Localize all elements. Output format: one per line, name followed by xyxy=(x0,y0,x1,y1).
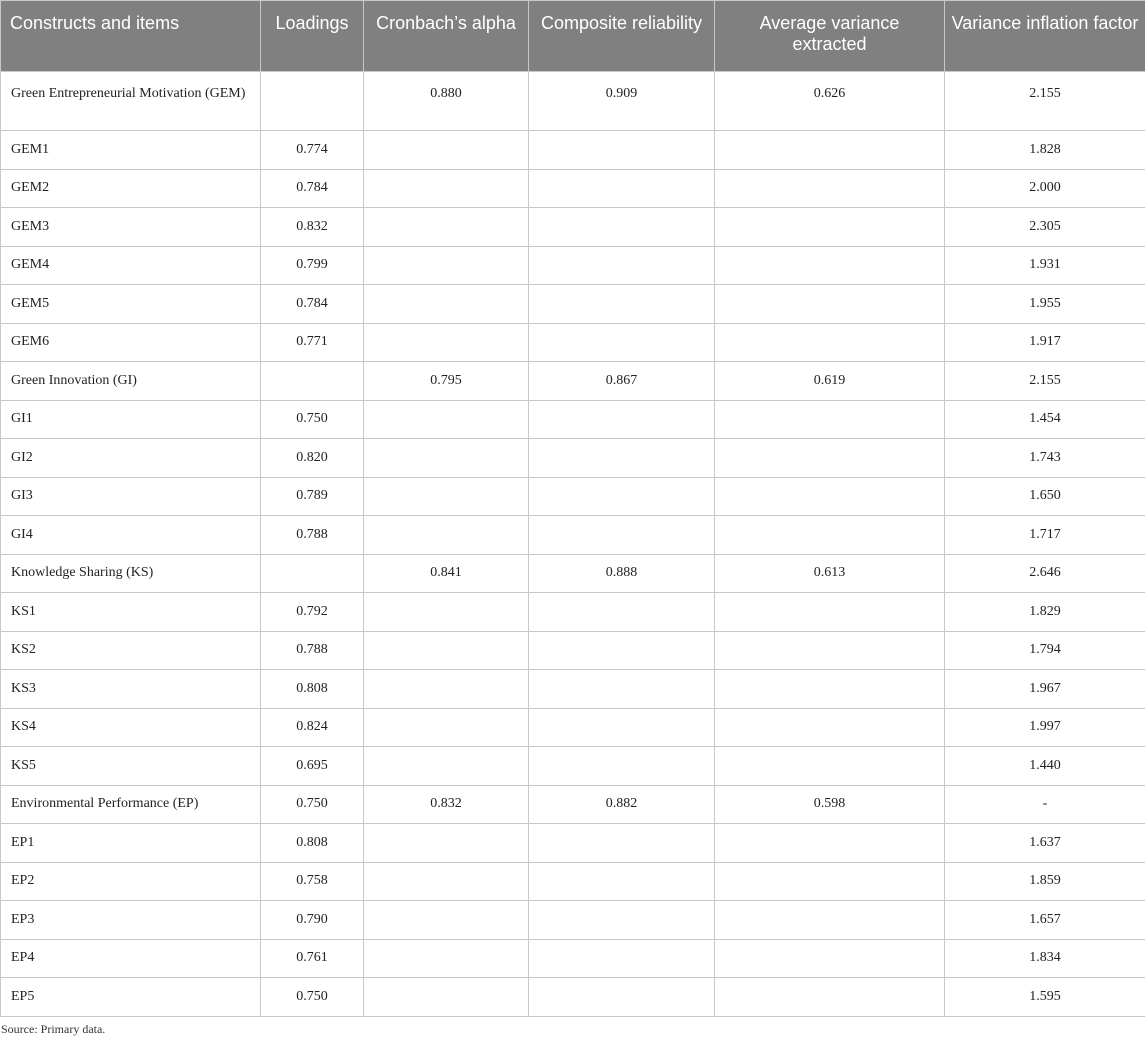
cell-loading: 0.784 xyxy=(261,285,364,324)
cell-average-variance-extracted xyxy=(715,285,945,324)
cell-cronbachs-alpha xyxy=(364,208,529,247)
cell-variance-inflation-factor: 1.931 xyxy=(945,246,1145,285)
cell-average-variance-extracted: 0.619 xyxy=(715,362,945,401)
header-cronbachs-alpha: Cronbach’s alpha xyxy=(364,1,529,72)
cell-composite-reliability: 0.882 xyxy=(529,785,715,824)
cell-variance-inflation-factor: - xyxy=(945,785,1145,824)
cell-variance-inflation-factor: 1.828 xyxy=(945,131,1145,170)
cell-cronbachs-alpha xyxy=(364,516,529,555)
cell-average-variance-extracted xyxy=(715,323,945,362)
cell-construct-item: Green Entrepreneurial Motivation (GEM) xyxy=(1,72,261,131)
cell-construct-item: EP1 xyxy=(1,824,261,863)
cell-cronbachs-alpha xyxy=(364,131,529,170)
cell-cronbachs-alpha xyxy=(364,246,529,285)
item-row xyxy=(1,978,1145,1017)
cell-variance-inflation-factor: 1.650 xyxy=(945,477,1145,516)
cell-cronbachs-alpha xyxy=(364,939,529,978)
header-row xyxy=(1,1,1145,72)
cell-composite-reliability xyxy=(529,670,715,709)
header-constructs-and-items: Constructs and items xyxy=(1,1,261,72)
cell-composite-reliability xyxy=(529,323,715,362)
cell-variance-inflation-factor: 1.440 xyxy=(945,747,1145,786)
cell-cronbachs-alpha xyxy=(364,323,529,362)
cell-cronbachs-alpha xyxy=(364,978,529,1017)
cell-composite-reliability xyxy=(529,939,715,978)
item-row xyxy=(1,323,1145,362)
cell-composite-reliability xyxy=(529,477,715,516)
item-row xyxy=(1,131,1145,170)
cell-variance-inflation-factor: 2.155 xyxy=(945,72,1145,131)
cell-average-variance-extracted xyxy=(715,670,945,709)
cell-average-variance-extracted xyxy=(715,400,945,439)
cell-construct-item: GEM5 xyxy=(1,285,261,324)
cell-loading: 0.695 xyxy=(261,747,364,786)
cell-cronbachs-alpha: 0.880 xyxy=(364,72,529,131)
cell-average-variance-extracted xyxy=(715,131,945,170)
cell-cronbachs-alpha xyxy=(364,747,529,786)
cell-loading: 0.790 xyxy=(261,901,364,940)
cell-construct-item: EP4 xyxy=(1,939,261,978)
cell-composite-reliability xyxy=(529,400,715,439)
cell-variance-inflation-factor: 2.646 xyxy=(945,554,1145,593)
cell-average-variance-extracted xyxy=(715,901,945,940)
cell-loading: 0.774 xyxy=(261,131,364,170)
cell-composite-reliability: 0.867 xyxy=(529,362,715,401)
item-row xyxy=(1,708,1145,747)
cell-composite-reliability xyxy=(529,285,715,324)
cell-variance-inflation-factor: 1.917 xyxy=(945,323,1145,362)
cell-construct-item: KS3 xyxy=(1,670,261,709)
header-average-variance-extracted: Average variance extracted xyxy=(715,1,945,72)
cell-construct-item: EP5 xyxy=(1,978,261,1017)
cell-cronbachs-alpha xyxy=(364,285,529,324)
item-row xyxy=(1,747,1145,786)
cell-variance-inflation-factor: 2.000 xyxy=(945,169,1145,208)
cell-average-variance-extracted: 0.598 xyxy=(715,785,945,824)
cell-construct-item: GEM4 xyxy=(1,246,261,285)
cell-variance-inflation-factor: 1.834 xyxy=(945,939,1145,978)
item-row xyxy=(1,439,1145,478)
cell-construct-item: GI4 xyxy=(1,516,261,555)
cell-variance-inflation-factor: 1.997 xyxy=(945,708,1145,747)
cell-average-variance-extracted: 0.613 xyxy=(715,554,945,593)
construct-row xyxy=(1,785,1145,824)
cell-construct-item: Environmental Performance (EP) xyxy=(1,785,261,824)
cell-variance-inflation-factor: 1.595 xyxy=(945,978,1145,1017)
item-row xyxy=(1,477,1145,516)
cell-variance-inflation-factor: 1.637 xyxy=(945,824,1145,863)
cell-construct-item: Green Innovation (GI) xyxy=(1,362,261,401)
cell-cronbachs-alpha xyxy=(364,901,529,940)
cell-average-variance-extracted xyxy=(715,208,945,247)
cell-loading: 0.750 xyxy=(261,785,364,824)
cell-cronbachs-alpha xyxy=(364,439,529,478)
cell-loading: 0.758 xyxy=(261,862,364,901)
cell-loading: 0.824 xyxy=(261,708,364,747)
cell-variance-inflation-factor: 2.305 xyxy=(945,208,1145,247)
cell-composite-reliability xyxy=(529,516,715,555)
cell-loading: 0.799 xyxy=(261,246,364,285)
item-row xyxy=(1,593,1145,632)
cell-composite-reliability xyxy=(529,708,715,747)
cell-construct-item: KS5 xyxy=(1,747,261,786)
cell-loading: 0.784 xyxy=(261,169,364,208)
cell-loading xyxy=(261,362,364,401)
cell-composite-reliability xyxy=(529,208,715,247)
cell-variance-inflation-factor: 1.743 xyxy=(945,439,1145,478)
cell-cronbachs-alpha xyxy=(364,631,529,670)
cell-loading: 0.761 xyxy=(261,939,364,978)
cell-average-variance-extracted xyxy=(715,439,945,478)
cell-composite-reliability xyxy=(529,824,715,863)
cell-variance-inflation-factor: 1.794 xyxy=(945,631,1145,670)
cell-composite-reliability xyxy=(529,901,715,940)
cell-loading: 0.750 xyxy=(261,400,364,439)
cell-average-variance-extracted xyxy=(715,169,945,208)
cell-construct-item: GEM6 xyxy=(1,323,261,362)
cell-composite-reliability xyxy=(529,169,715,208)
cell-composite-reliability xyxy=(529,631,715,670)
header-composite-reliability: Composite reliability xyxy=(529,1,715,72)
cell-composite-reliability xyxy=(529,246,715,285)
cell-loading: 0.808 xyxy=(261,670,364,709)
cell-construct-item: KS2 xyxy=(1,631,261,670)
cell-variance-inflation-factor: 1.967 xyxy=(945,670,1145,709)
header-variance-inflation-factor: Variance inflation factor xyxy=(945,1,1145,72)
cell-cronbachs-alpha: 0.841 xyxy=(364,554,529,593)
cell-construct-item: GI3 xyxy=(1,477,261,516)
cell-average-variance-extracted xyxy=(715,862,945,901)
cell-loading xyxy=(261,554,364,593)
cell-cronbachs-alpha: 0.795 xyxy=(364,362,529,401)
construct-row xyxy=(1,554,1145,593)
cell-variance-inflation-factor: 1.717 xyxy=(945,516,1145,555)
item-row xyxy=(1,169,1145,208)
cell-average-variance-extracted xyxy=(715,477,945,516)
cell-cronbachs-alpha xyxy=(364,670,529,709)
cell-average-variance-extracted xyxy=(715,593,945,632)
cell-cronbachs-alpha xyxy=(364,400,529,439)
cell-loading xyxy=(261,72,364,131)
cell-cronbachs-alpha xyxy=(364,593,529,632)
cell-cronbachs-alpha xyxy=(364,477,529,516)
cell-composite-reliability: 0.888 xyxy=(529,554,715,593)
cell-construct-item: KS4 xyxy=(1,708,261,747)
cell-average-variance-extracted xyxy=(715,631,945,670)
item-row xyxy=(1,670,1145,709)
cell-construct-item: GI2 xyxy=(1,439,261,478)
item-row xyxy=(1,939,1145,978)
cell-construct-item: GI1 xyxy=(1,400,261,439)
cell-construct-item: Knowledge Sharing (KS) xyxy=(1,554,261,593)
item-row xyxy=(1,901,1145,940)
cell-cronbachs-alpha xyxy=(364,169,529,208)
header-loadings: Loadings xyxy=(261,1,364,72)
construct-row xyxy=(1,362,1145,401)
cell-cronbachs-alpha xyxy=(364,708,529,747)
source-note: Source: Primary data. xyxy=(1,1022,106,1036)
construct-row xyxy=(1,72,1145,131)
cell-variance-inflation-factor: 1.829 xyxy=(945,593,1145,632)
cell-cronbachs-alpha: 0.832 xyxy=(364,785,529,824)
cell-average-variance-extracted xyxy=(715,246,945,285)
item-row xyxy=(1,862,1145,901)
item-row xyxy=(1,246,1145,285)
cell-variance-inflation-factor: 2.155 xyxy=(945,362,1145,401)
cell-average-variance-extracted xyxy=(715,516,945,555)
cell-loading: 0.832 xyxy=(261,208,364,247)
item-row xyxy=(1,285,1145,324)
cell-loading: 0.808 xyxy=(261,824,364,863)
cell-composite-reliability xyxy=(529,747,715,786)
cell-composite-reliability: 0.909 xyxy=(529,72,715,131)
cell-construct-item: GEM3 xyxy=(1,208,261,247)
cell-composite-reliability xyxy=(529,978,715,1017)
cell-average-variance-extracted xyxy=(715,708,945,747)
item-row xyxy=(1,824,1145,863)
cell-cronbachs-alpha xyxy=(364,862,529,901)
cell-average-variance-extracted xyxy=(715,939,945,978)
cell-variance-inflation-factor: 1.657 xyxy=(945,901,1145,940)
cell-loading: 0.788 xyxy=(261,631,364,670)
cell-average-variance-extracted xyxy=(715,978,945,1017)
cell-variance-inflation-factor: 1.454 xyxy=(945,400,1145,439)
table-body xyxy=(1,72,1145,1017)
cell-construct-item: EP2 xyxy=(1,862,261,901)
cell-construct-item: GEM1 xyxy=(1,131,261,170)
cell-loading: 0.788 xyxy=(261,516,364,555)
cell-loading: 0.750 xyxy=(261,978,364,1017)
cell-average-variance-extracted: 0.626 xyxy=(715,72,945,131)
cell-construct-item: KS1 xyxy=(1,593,261,632)
item-row xyxy=(1,516,1145,555)
cell-average-variance-extracted xyxy=(715,747,945,786)
cell-composite-reliability xyxy=(529,131,715,170)
cell-variance-inflation-factor: 1.859 xyxy=(945,862,1145,901)
cell-construct-item: GEM2 xyxy=(1,169,261,208)
cell-loading: 0.820 xyxy=(261,439,364,478)
item-row xyxy=(1,631,1145,670)
item-row xyxy=(1,208,1145,247)
cell-average-variance-extracted xyxy=(715,824,945,863)
cell-construct-item: EP3 xyxy=(1,901,261,940)
cell-composite-reliability xyxy=(529,862,715,901)
cell-loading: 0.792 xyxy=(261,593,364,632)
cell-composite-reliability xyxy=(529,593,715,632)
cell-composite-reliability xyxy=(529,439,715,478)
cell-loading: 0.789 xyxy=(261,477,364,516)
cell-cronbachs-alpha xyxy=(364,824,529,863)
cell-variance-inflation-factor: 1.955 xyxy=(945,285,1145,324)
item-row xyxy=(1,400,1145,439)
cell-loading: 0.771 xyxy=(261,323,364,362)
